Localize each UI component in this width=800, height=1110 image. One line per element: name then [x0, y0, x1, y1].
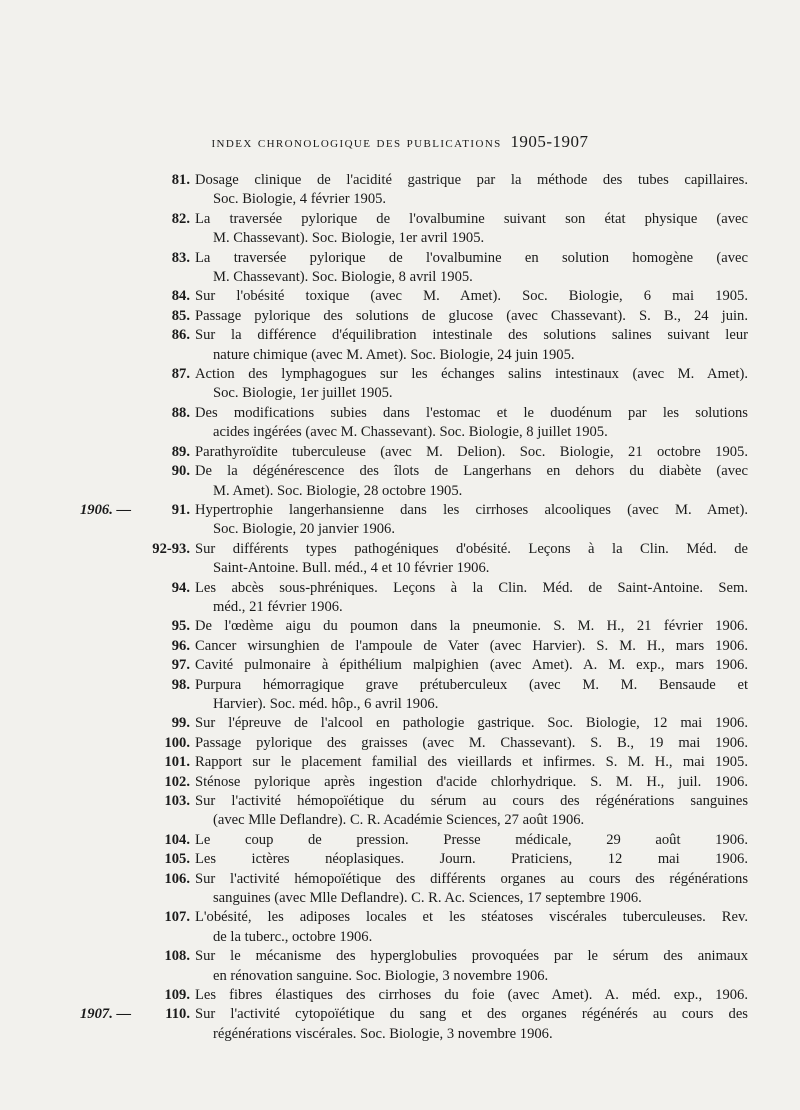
entry-number: 85. [171, 307, 190, 324]
entry-text-line: Cancer wirsunghien de l'ampoule de Vater (avec Harvier). S. M. H., mars 1906. [195, 637, 748, 654]
entry-number: 96. [171, 637, 190, 654]
publication-entry [0, 617, 800, 636]
publication-entry [0, 171, 800, 210]
publication-entry [0, 753, 800, 772]
entry-number: 87. [171, 366, 190, 383]
publication-entry [0, 326, 800, 365]
entry-text-line: Sur l'activité cytopoïétique du sang et des organes régénérés au cours des [195, 1006, 748, 1023]
entry-text-line: Sténose pylorique après ingestion d'acide chlorhydrique. S. M. H., juil. 1906. [195, 773, 748, 790]
entry-number: 83. [171, 249, 190, 266]
publication-entry [0, 579, 800, 618]
entry-text-line: M. Amet). Soc. Biologie, 28 octobre 1905. [213, 482, 463, 499]
entry-number: 90. [171, 463, 190, 480]
entry-text-line: acides ingérées (avec M. Chassevant). Soc. Biologie, 8 juillet 1905. [213, 424, 608, 441]
entry-number: 101. [164, 754, 190, 771]
entry-number: 110. [165, 1006, 190, 1023]
publication-entry [0, 656, 800, 675]
publication-entry [0, 287, 800, 306]
entry-text-line: Harvier). Soc. méd. hôp., 6 avril 1906. [213, 695, 439, 712]
entry-text-line: nature chimique (avec M. Amet). Soc. Biologie, 24 juin 1905. [213, 346, 575, 363]
publication-entry [0, 404, 800, 443]
publication-entry [0, 850, 800, 869]
entry-text-line: Soc. Biologie, 1er juillet 1905. [213, 385, 393, 402]
publication-entry [0, 676, 800, 715]
running-head-years: 1905-1907 [510, 132, 589, 151]
entry-text-line: Passage pylorique des graisses (avec M. Chassevant). S. B., 19 mai 1906. [195, 734, 748, 751]
entry-text-line: Purpura hémorragique grave prétuberculeux (avec M. M. Bensaude et [195, 676, 748, 693]
entry-number: 103. [164, 793, 190, 809]
publication-entry [0, 870, 800, 909]
publication-entry [0, 1005, 800, 1044]
entry-text-line: De la dégénérescence des îlots de Langerhans en dehors du diabète (avec [195, 463, 748, 480]
entry-number: 100. [164, 734, 190, 751]
entry-number: 91. [171, 501, 190, 518]
entry-text-line: Passage pylorique des solutions de glucose (avec Chassevant). S. B., 24 juin. [195, 307, 748, 324]
entry-text-line: de la tuberc., octobre 1906. [213, 928, 373, 945]
publication-entry [0, 773, 800, 792]
entry-number: 86. [171, 327, 190, 344]
entry-number: 84. [171, 288, 190, 305]
entry-text-line: Les fibres élastiques des cirrhoses du foie (avec Amet). A. méd. exp., 1906. [195, 987, 748, 1004]
publication-entry [0, 947, 800, 986]
publication-entry [0, 714, 800, 733]
entry-text-line: La traversée pylorique de l'ovalbumine suivant son état physique (avec [195, 210, 748, 227]
entry-number: 108. [164, 948, 190, 965]
entry-number: 95. [171, 618, 190, 635]
publication-entry [0, 908, 800, 947]
publication-entry [0, 540, 800, 579]
entry-text-line: Des modifications subies dans l'estomac et le duodénum par les solutions [195, 404, 748, 421]
entry-text-line: Hypertrophie langerhansienne dans les cirrhoses alcooliques (avec M. Amet). [195, 501, 748, 518]
entry-text-line: Saint-Antoine. Bull. méd., 4 et 10 février 1906. [213, 560, 490, 577]
entry-text-line: Parathyroïdite tuberculeuse (avec M. Delion). Soc. Biologie, 21 octobre 1905. [195, 443, 748, 460]
entry-text-line: Sur l'activité hémopoïétique des différents organes au cours des régénérations [195, 870, 748, 887]
entry-text-line: Sur différents types pathogéniques d'obésité. Leçons à la Clin. Méd. de [195, 540, 748, 557]
running-head [0, 132, 800, 152]
entry-text-line: M. Chassevant). Soc. Biologie, 8 avril 1905. [213, 269, 473, 286]
publication-entry [0, 986, 800, 1005]
entry-text-line: Cavité pulmonaire à épithélium malpighien (avec Amet). A. M. exp., mars 1906. [195, 657, 748, 674]
publication-entry [0, 210, 800, 249]
entry-text-line: L'obésité, les adiposes locales et les stéatoses viscérales tuberculeuses. Rev. [195, 909, 748, 926]
entry-text-line: Soc. Biologie, 20 janvier 1906. [213, 521, 395, 538]
publication-entry [0, 637, 800, 656]
entry-text-line: (avec Mlle Deflandre). C. R. Académie Sciences, 27 août 1906. [213, 812, 585, 829]
entry-text-line: méd., 21 février 1906. [213, 598, 343, 615]
entry-text-line: Soc. Biologie, 4 février 1905. [213, 191, 387, 208]
running-head-text: index chronologique des publications [211, 135, 502, 151]
entry-number: 98. [171, 676, 190, 693]
entry-number: 94. [171, 579, 190, 596]
entry-text-line: sanguines (avec Mlle Deflandre). C. R. Ac. Sciences, 17 septembre 1906. [213, 890, 642, 907]
entry-text-line: Rapport sur le placement familial des vieillards et infirmes. S. M. H., mai 1905. [195, 754, 748, 771]
year-marker: 1906. — [80, 501, 132, 518]
entry-number: 99. [171, 715, 190, 732]
entry-number: 82. [171, 210, 190, 227]
publication-entry [0, 249, 800, 288]
entry-text-line: Dosage clinique de l'acidité gastrique par la méthode des tubes capillaires. [195, 172, 748, 188]
entry-text-line: Le coup de pression. Presse médicale, 29 août 1906. [195, 831, 748, 848]
entry-number: 107. [164, 909, 190, 926]
entry-text-line: Sur l'épreuve de l'alcool en pathologie gastrique. Soc. Biologie, 12 mai 1906. [195, 715, 748, 732]
entry-text-line: De l'œdème aigu du poumon dans la pneumonie. S. M. H., 21 février 1906. [195, 618, 748, 635]
entry-number: 89. [171, 443, 190, 460]
entry-text-line: Sur l'activité hémopoïétique du sérum au cours des régénérations sanguines [195, 793, 748, 809]
publication-entry [0, 792, 800, 831]
entry-text-line: Sur le mécanisme des hyperglobulies provoquées par le sérum des animaux [195, 948, 748, 965]
publication-entry [0, 462, 800, 501]
entry-number: 92-93. [152, 540, 190, 557]
publication-entry [0, 307, 800, 326]
publication-entry [0, 831, 800, 850]
entry-number: 106. [164, 870, 190, 887]
entry-text-line: Sur la différence d'équilibration intestinale des solutions salines suivant leur [195, 327, 748, 344]
entry-text-line: Sur l'obésité toxique (avec M. Amet). Soc. Biologie, 6 mai 1905. [195, 288, 748, 305]
publication-entry [0, 501, 800, 540]
entry-text-line: régénérations viscérales. Soc. Biologie, 3 novembre 1906. [213, 1025, 553, 1042]
entry-text-line: La traversée pylorique de l'ovalbumine en solution homogène (avec [195, 249, 748, 266]
entry-text-line: Les abcès sous-phréniques. Leçons à la Clin. Méd. de Saint-Antoine. Sem. [195, 579, 748, 596]
entry-number: 109. [164, 987, 190, 1004]
entry-text-line: Les ictères néoplasiques. Journ. Praticiens, 12 mai 1906. [195, 851, 748, 868]
publication-list [0, 171, 800, 1044]
entry-number: 88. [171, 404, 190, 421]
entry-text-line: M. Chassevant). Soc. Biologie, 1er avril 1905. [213, 230, 485, 247]
entry-number: 81. [171, 172, 190, 188]
publication-entry [0, 443, 800, 462]
entry-number: 104. [164, 831, 190, 848]
entry-text-line: en rénovation sanguine. Soc. Biologie, 3 novembre 1906. [213, 967, 549, 984]
entry-number: 102. [164, 773, 190, 790]
year-marker: 1907. — [80, 1006, 132, 1023]
entry-number: 105. [164, 851, 190, 868]
entry-number: 97. [171, 657, 190, 674]
publication-entry [0, 734, 800, 753]
entry-text-line: Action des lymphagogues sur les échanges salins intestinaux (avec M. Amet). [195, 366, 748, 383]
publication-entry [0, 365, 800, 404]
